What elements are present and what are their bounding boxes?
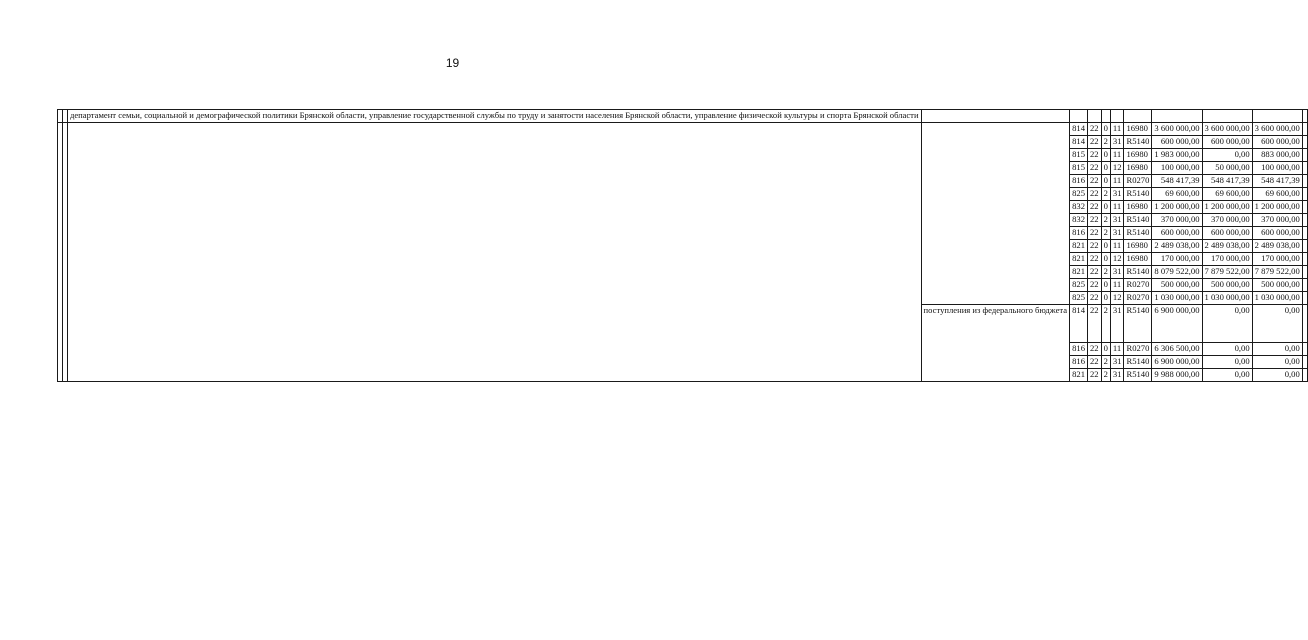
target-cell: 31 <box>1110 305 1124 343</box>
expense-cell: R5140 <box>1124 266 1152 279</box>
target-cell: 31 <box>1110 369 1124 382</box>
amount-2027-cell: 370 000,00 <box>1252 214 1302 227</box>
empty-cell <box>1302 149 1307 162</box>
expense-cell: 16980 <box>1124 123 1152 136</box>
section-cell: 22 <box>1088 305 1102 343</box>
code-cell: 815 <box>1070 149 1088 162</box>
amount-2025-cell: 1 200 000,00 <box>1152 201 1202 214</box>
section-cell: 22 <box>1088 279 1102 292</box>
amount-2026-cell: 0,00 <box>1202 369 1252 382</box>
empty-cell <box>1302 227 1307 240</box>
sub-cell: 2 <box>1101 369 1110 382</box>
sub-cell: 0 <box>1101 201 1110 214</box>
section-cell: 22 <box>1088 214 1102 227</box>
code-cell: 825 <box>1070 292 1088 305</box>
target-cell: 11 <box>1110 149 1124 162</box>
section-cell: 22 <box>1088 201 1102 214</box>
amount-2025-cell: 500 000,00 <box>1152 279 1202 292</box>
executor-cell <box>68 123 922 382</box>
empty-cell <box>1302 343 1307 356</box>
target-cell: 31 <box>1110 266 1124 279</box>
section-cell: 22 <box>1088 162 1102 175</box>
section-cell: 22 <box>1088 253 1102 266</box>
amount-2027-cell: 500 000,00 <box>1252 279 1302 292</box>
expense-cell: 16980 <box>1124 201 1152 214</box>
target-cell: 31 <box>1110 136 1124 149</box>
amount-2026-cell: 0,00 <box>1202 356 1252 369</box>
expense-cell: R5140 <box>1124 188 1152 201</box>
sub-cell: 0 <box>1101 123 1110 136</box>
empty-cell <box>1110 110 1124 123</box>
code-cell: 832 <box>1070 214 1088 227</box>
sub-cell: 0 <box>1101 253 1110 266</box>
amount-2025-cell: 548 417,39 <box>1152 175 1202 188</box>
section-cell: 22 <box>1088 123 1102 136</box>
amount-2026-cell: 1 200 000,00 <box>1202 201 1252 214</box>
empty-cell <box>1302 369 1307 382</box>
section-cell: 22 <box>1088 343 1102 356</box>
amount-2025-cell: 100 000,00 <box>1152 162 1202 175</box>
amount-2026-cell: 548 417,39 <box>1202 175 1252 188</box>
expense-cell: R5140 <box>1124 227 1152 240</box>
empty-cell <box>1302 123 1307 136</box>
empty-cell <box>1252 110 1302 123</box>
empty-cell <box>1302 292 1307 305</box>
section-cell: 22 <box>1088 240 1102 253</box>
amount-2025-cell: 170 000,00 <box>1152 253 1202 266</box>
amount-2025-cell: 600 000,00 <box>1152 227 1202 240</box>
target-cell: 11 <box>1110 175 1124 188</box>
section-cell: 22 <box>1088 369 1102 382</box>
target-cell: 31 <box>1110 356 1124 369</box>
expense-cell: 16980 <box>1124 149 1152 162</box>
expense-cell: R5140 <box>1124 305 1152 343</box>
code-cell: 814 <box>1070 305 1088 343</box>
sub-cell: 0 <box>1101 292 1110 305</box>
amount-2026-cell: 69 600,00 <box>1202 188 1252 201</box>
empty-cell <box>1302 279 1307 292</box>
amount-2027-cell: 100 000,00 <box>1252 162 1302 175</box>
amount-2027-cell: 883 000,00 <box>1252 149 1302 162</box>
amount-2026-cell: 0,00 <box>1202 305 1252 343</box>
amount-2025-cell: 6 306 500,00 <box>1152 343 1202 356</box>
empty-cell <box>1202 110 1252 123</box>
target-cell: 31 <box>1110 188 1124 201</box>
sub-cell: 2 <box>1101 136 1110 149</box>
section-cell: 22 <box>1088 227 1102 240</box>
empty-cell <box>1302 188 1307 201</box>
amount-2026-cell: 370 000,00 <box>1202 214 1252 227</box>
amount-2027-cell: 7 879 522,00 <box>1252 266 1302 279</box>
amount-2027-cell: 3 600 000,00 <box>1252 123 1302 136</box>
sub-cell: 0 <box>1101 240 1110 253</box>
target-cell: 31 <box>1110 227 1124 240</box>
table-row <box>58 123 1308 136</box>
expense-cell: 16980 <box>1124 162 1152 175</box>
amount-2027-cell: 600 000,00 <box>1252 136 1302 149</box>
empty-cell <box>1302 162 1307 175</box>
section-cell: 22 <box>1088 292 1102 305</box>
amount-2027-cell: 1 200 000,00 <box>1252 201 1302 214</box>
expense-cell: R0270 <box>1124 292 1152 305</box>
amount-2027-cell: 2 489 038,00 <box>1252 240 1302 253</box>
amount-2026-cell: 2 489 038,00 <box>1202 240 1252 253</box>
amount-2026-cell: 1 030 000,00 <box>1202 292 1252 305</box>
target-cell: 11 <box>1110 343 1124 356</box>
amount-2025-cell: 9 988 000,00 <box>1152 369 1202 382</box>
sub-cell: 0 <box>1101 175 1110 188</box>
sub-cell: 0 <box>1101 343 1110 356</box>
code-cell: 821 <box>1070 266 1088 279</box>
empty-cell <box>1101 110 1110 123</box>
section-cell: 22 <box>1088 188 1102 201</box>
expense-cell: R5140 <box>1124 369 1152 382</box>
code-cell: 816 <box>1070 343 1088 356</box>
expense-cell: R5140 <box>1124 356 1152 369</box>
sub-cell: 0 <box>1101 162 1110 175</box>
amount-2027-cell: 0,00 <box>1252 356 1302 369</box>
section-cell: 22 <box>1088 175 1102 188</box>
amount-2025-cell: 1 983 000,00 <box>1152 149 1202 162</box>
empty-cell <box>921 110 1070 123</box>
empty-cell <box>1070 110 1088 123</box>
amount-2026-cell: 170 000,00 <box>1202 253 1252 266</box>
target-cell: 12 <box>1110 292 1124 305</box>
empty-cell <box>1124 110 1152 123</box>
sub-cell: 2 <box>1101 356 1110 369</box>
empty-cell <box>1152 110 1202 123</box>
amount-2025-cell: 6 900 000,00 <box>1152 356 1202 369</box>
sub-cell: 2 <box>1101 305 1110 343</box>
code-cell: 821 <box>1070 253 1088 266</box>
amount-2025-cell: 3 600 000,00 <box>1152 123 1202 136</box>
empty-cell <box>1302 240 1307 253</box>
empty-cell <box>1302 266 1307 279</box>
amount-2026-cell: 500 000,00 <box>1202 279 1252 292</box>
amount-2027-cell: 170 000,00 <box>1252 253 1302 266</box>
code-cell: 814 <box>1070 136 1088 149</box>
amount-2026-cell: 50 000,00 <box>1202 162 1252 175</box>
amount-2025-cell: 370 000,00 <box>1152 214 1202 227</box>
empty-cell <box>1302 253 1307 266</box>
amount-2025-cell: 600 000,00 <box>1152 136 1202 149</box>
target-cell: 12 <box>1110 162 1124 175</box>
code-cell: 825 <box>1070 279 1088 292</box>
target-cell: 11 <box>1110 201 1124 214</box>
funding-source-cell <box>921 123 1070 305</box>
expense-cell: R5140 <box>1124 214 1152 227</box>
code-cell: 814 <box>1070 123 1088 136</box>
executor-cell: департамент семьи, социальной и демографической политики Брянской области, управление государственной службы по труду и занятости населения Брянской области, управление физической культуры и спорта Брянской области <box>68 110 922 123</box>
amount-2027-cell: 0,00 <box>1252 369 1302 382</box>
code-cell: 825 <box>1070 188 1088 201</box>
empty-cell <box>1302 175 1307 188</box>
amount-2026-cell: 600 000,00 <box>1202 227 1252 240</box>
code-cell: 832 <box>1070 201 1088 214</box>
target-cell: 11 <box>1110 279 1124 292</box>
empty-cell <box>1302 356 1307 369</box>
code-cell: 815 <box>1070 162 1088 175</box>
amount-2025-cell: 1 030 000,00 <box>1152 292 1202 305</box>
target-cell: 11 <box>1110 240 1124 253</box>
section-cell: 22 <box>1088 149 1102 162</box>
code-cell: 816 <box>1070 356 1088 369</box>
amount-2026-cell: 7 879 522,00 <box>1202 266 1252 279</box>
page-number: 19 <box>445 56 460 70</box>
amount-2027-cell: 600 000,00 <box>1252 227 1302 240</box>
budget-table <box>57 109 1308 382</box>
amount-2026-cell: 0,00 <box>1202 149 1252 162</box>
target-cell: 12 <box>1110 253 1124 266</box>
empty-cell <box>1302 136 1307 149</box>
amount-2027-cell: 0,00 <box>1252 305 1302 343</box>
sub-cell: 2 <box>1101 214 1110 227</box>
sub-cell: 0 <box>1101 149 1110 162</box>
target-cell: 31 <box>1110 214 1124 227</box>
amount-2025-cell: 6 900 000,00 <box>1152 305 1202 343</box>
section-cell: 22 <box>1088 266 1102 279</box>
budget-table-body <box>58 110 1308 382</box>
empty-cell <box>1302 214 1307 227</box>
empty-cell <box>1088 110 1102 123</box>
empty-cell <box>1302 201 1307 214</box>
section-cell: 22 <box>1088 136 1102 149</box>
expense-cell: R5140 <box>1124 136 1152 149</box>
sub-cell: 0 <box>1101 279 1110 292</box>
amount-2027-cell: 69 600,00 <box>1252 188 1302 201</box>
funding-source-cell: поступления из федерального бюджета <box>921 305 1070 382</box>
expense-cell: R0270 <box>1124 343 1152 356</box>
code-cell: 821 <box>1070 240 1088 253</box>
amount-2026-cell: 0,00 <box>1202 343 1252 356</box>
target-cell: 11 <box>1110 123 1124 136</box>
amount-2026-cell: 600 000,00 <box>1202 136 1252 149</box>
amount-2026-cell: 3 600 000,00 <box>1202 123 1252 136</box>
sub-cell: 2 <box>1101 227 1110 240</box>
code-cell: 816 <box>1070 227 1088 240</box>
empty-cell <box>1302 110 1307 123</box>
amount-2025-cell: 69 600,00 <box>1152 188 1202 201</box>
amount-2027-cell: 1 030 000,00 <box>1252 292 1302 305</box>
expense-cell: 16980 <box>1124 253 1152 266</box>
code-cell: 821 <box>1070 369 1088 382</box>
expense-cell: R0270 <box>1124 175 1152 188</box>
sub-cell: 2 <box>1101 188 1110 201</box>
empty-cell <box>1302 305 1307 343</box>
expense-cell: R0270 <box>1124 279 1152 292</box>
amount-2025-cell: 2 489 038,00 <box>1152 240 1202 253</box>
expense-cell: 16980 <box>1124 240 1152 253</box>
section-cell: 22 <box>1088 356 1102 369</box>
code-cell: 816 <box>1070 175 1088 188</box>
amount-2027-cell: 0,00 <box>1252 343 1302 356</box>
sub-cell: 2 <box>1101 266 1110 279</box>
amount-2025-cell: 8 079 522,00 <box>1152 266 1202 279</box>
table-row-header <box>58 110 1308 123</box>
amount-2027-cell: 548 417,39 <box>1252 175 1302 188</box>
